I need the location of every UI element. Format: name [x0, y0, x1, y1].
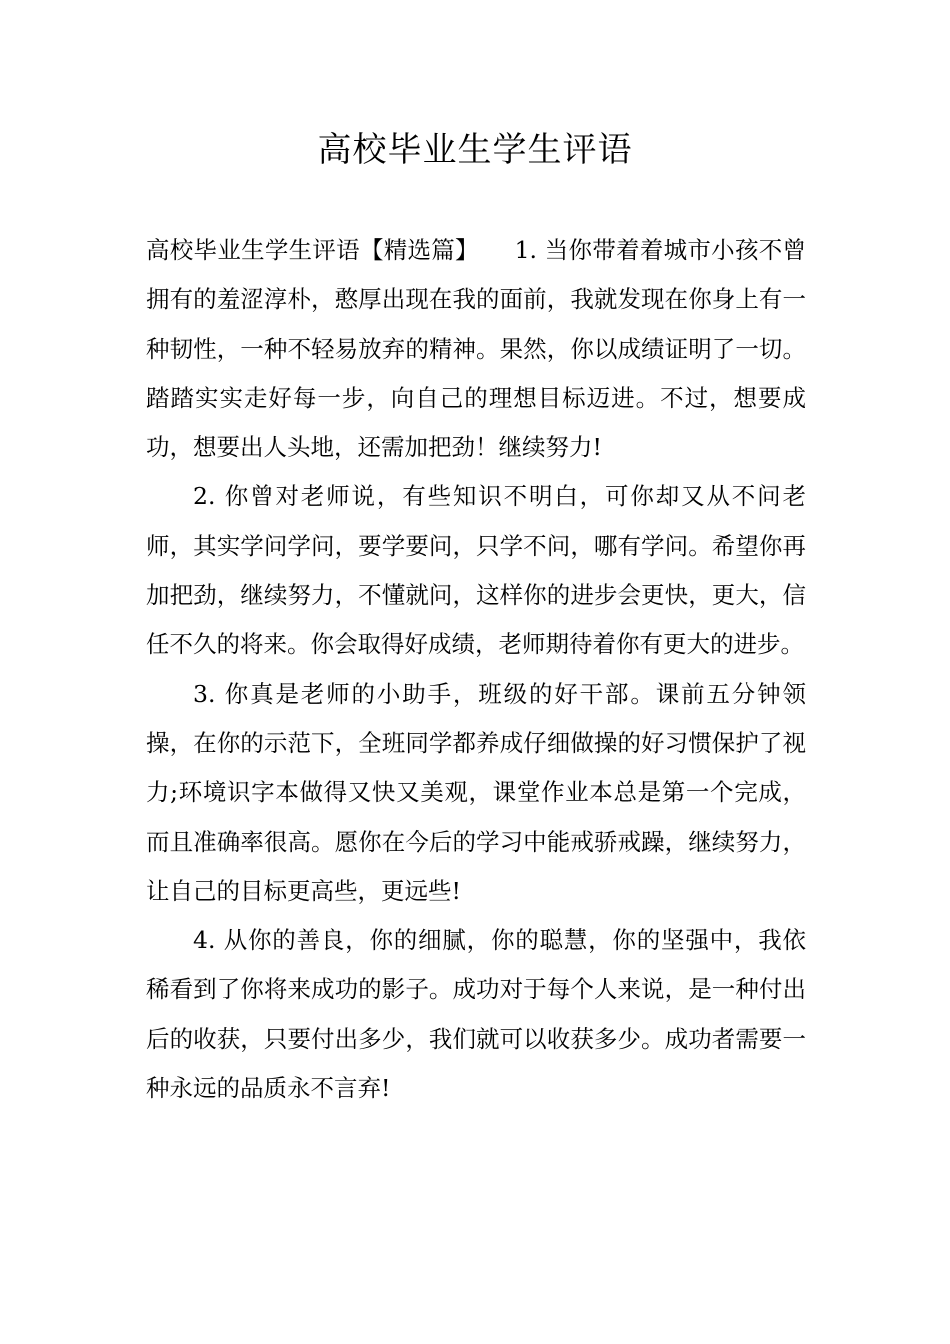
document-title: 高校毕业生学生评语: [317, 130, 633, 170]
paragraph-3: 3. 你真是老师的小助手，班级的好干部。课前五分钟领操，在你的示范下，全班同学都养成仔细做操的好习惯保护了视力;环境识字本做得又快又美观，课堂作业本总是第一个完成，而且准确率很高。愿你在今后的学习中能戒骄戒躁，继续努力，让自己的目标更高些，更远些!: [146, 679, 806, 905]
paragraph-4: 4. 从你的善良，你的细腻，你的聪慧，你的坚强中，我依稀看到了你将来成功的影子。成功对于每个人来说，是一种付出后的收获，只要付出多少，我们就可以收获多少。成功者需要一种永远的品质永不言弃!: [146, 926, 806, 1103]
paragraph-2: 2. 你曾对老师说，有些知识不明白，可你却又从不问老师，其实学问学问，要学要问，只学不问，哪有学问。希望你再加把劲，继续努力，不懂就问，这样你的进步会更快，更大，信任不久的将来。你会取得好成绩，老师期待着你有更大的进步。: [146, 482, 806, 659]
paragraph-intro-1: 高校毕业生学生评语【精选篇】 1. 当你带着着城市小孩不曾拥有的羞涩淳朴，憨厚出现在我的面前，我就发现在你身上有一种韧性，一种不轻易放弃的精神。果然，你以成绩证明了一切。踏踏实实走好每一步，向自己的理想目标迈进。不过，想要成功，想要出人头地，还需加把劲！继续努力!: [146, 236, 806, 462]
document-body: [146, 226, 806, 1113]
